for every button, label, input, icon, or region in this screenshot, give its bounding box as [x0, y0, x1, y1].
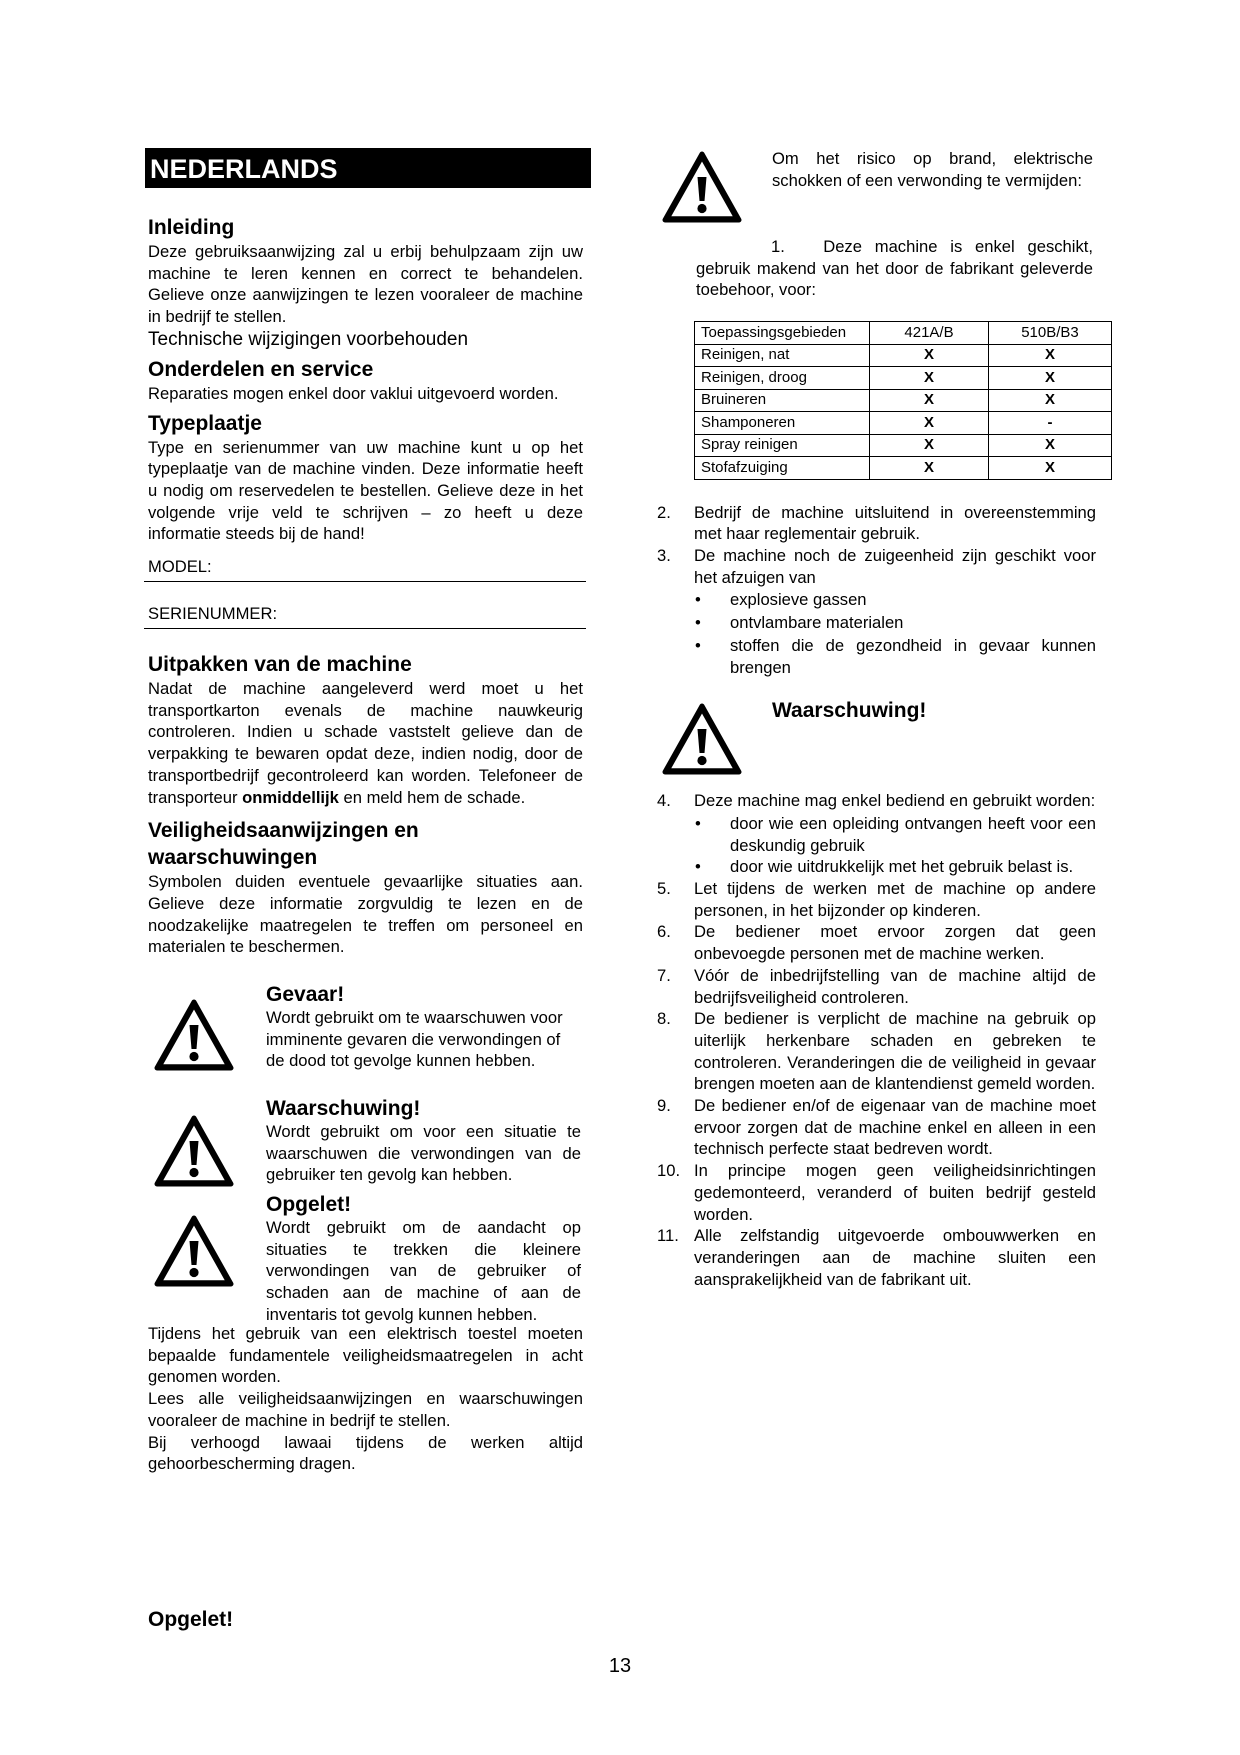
table-cell: -	[989, 412, 1112, 435]
serial-number-field	[144, 604, 586, 629]
electrical-text-3: Bij verhoogd lawaai tijdens de werken altijd gehoorbescherming dragen.	[148, 1432, 583, 1474]
table-row	[695, 434, 1112, 457]
table-cell: Bruineren	[695, 389, 870, 412]
language-banner: NEDERLANDS	[145, 148, 591, 188]
list-item: • stoffen die de gezondheid in gevaar kunnen brengen	[695, 635, 1096, 677]
symbol-danger	[144, 982, 586, 1096]
table-header-row	[695, 322, 1112, 345]
technical-changes-note: Technische wijzigingen voorbehouden	[148, 328, 469, 350]
applications-table	[694, 321, 1112, 480]
model-field	[144, 557, 586, 582]
caution-text: Wordt gebruikt om de aandacht op situaties te trekken die kleinere verwondingen van de gebruiker of schaden aan de machine of aan de inventaris tot gevolg kunnen hebben.	[266, 1218, 581, 1324]
warning-triangle-icon	[662, 702, 742, 776]
warning-title: Waarschuwing!	[266, 1097, 421, 1121]
electrical-text-1: Tijdens het gebruik van een elektrisch toestel moeten bepaalde fundamentele veiligheidsmaatregelen in acht genomen worden.	[148, 1324, 583, 1387]
table-cell: X	[870, 367, 989, 390]
symbol-caution	[144, 1192, 586, 1327]
warning-block	[652, 690, 1096, 790]
item-9: 9. De bediener en/of de eigenaar van de machine moet ervoor zorgen dat de machine enkel en alleen in een technisch perfecte staat bedreven wordt.	[657, 1096, 1096, 1159]
right-column	[652, 148, 1096, 1290]
table-cell: X	[870, 344, 989, 367]
item-7: 7. Vóór de inbedrijfstelling van de machine altijd de bedrijfsveiligheid controleren.	[657, 965, 1096, 1007]
model-label: MODEL:	[148, 557, 212, 577]
table-cell: X	[989, 434, 1112, 457]
item-10: 10. In principe mogen geen veiligheidsinrichtingen gedemonteerd, veranderd of buiten bedrijf gesteld worden.	[657, 1161, 1096, 1224]
inleiding-text: Deze gebruiksaanwijzing zal u erbij behulpzaam zijn uw machine te leren kennen en correct te behandelen. Gelieve onze aanwijzingen te lezen vooraleer de machine in bedrijf te stellen.	[148, 242, 583, 327]
table-cell: X	[989, 344, 1112, 367]
table-cell: Spray reinigen	[695, 434, 870, 457]
table-row	[695, 389, 1112, 412]
table-row	[695, 412, 1112, 435]
table-cell: X	[989, 367, 1112, 390]
table-header: Toepassingsgebieden	[695, 322, 870, 345]
danger-title: Gevaar!	[266, 983, 345, 1007]
table-cell: Stofafzuiging	[695, 457, 870, 480]
table-cell: X	[870, 389, 989, 412]
caution-title: Opgelet!	[266, 1193, 352, 1217]
item-6: 6. De bediener moet ervoor zorgen dat geen onbevoegde personen met de machine werken.	[657, 922, 1096, 964]
warning-triangle-icon	[154, 998, 234, 1072]
item-3: 3. De machine noch de zuigeenheid zijn geschikt voor het afzuigen van	[657, 546, 1096, 587]
table-cell: Reinigen, nat	[695, 344, 870, 367]
section-title-inleiding: Inleiding	[148, 216, 235, 239]
table-row	[695, 344, 1112, 367]
list-item: • door wie een opleiding ontvangen heeft voor een deskundig gebruik	[695, 813, 1096, 855]
intro-warning-block	[652, 148, 1096, 222]
item-5: 5. Let tijdens de werken met de machine op andere personen, in het bijzonder op kinderen.	[657, 879, 1096, 920]
table-row	[695, 457, 1112, 480]
item-2: 2. Bedrijf de machine uitsluitend in overeenstemming met haar reglementair gebruik.	[657, 502, 1096, 544]
warning-heading: Waarschuwing!	[772, 699, 927, 723]
table-header: 421A/B	[870, 322, 989, 345]
list-item: • ontvlambare materialen	[695, 613, 904, 633]
section-title-veiligheid: Veiligheidsaanwijzingen en waarschuwingen	[148, 819, 419, 870]
warning-triangle-icon	[662, 150, 742, 224]
warning-text: Wordt gebruikt om voor een situatie te waarschuwen die verwondingen van de gebruiker ten gevolg kan hebben.	[266, 1122, 581, 1185]
item-1: 1. Deze machine is enkel geschikt, gebruik makend van het door de fabrikant geleverde toebehoor, voor:	[696, 237, 1093, 300]
list-item: • door wie uitdrukkelijk met het gebruik belast is.	[695, 857, 1074, 877]
table-cell: Reinigen, droog	[695, 367, 870, 390]
list-item: • explosieve gassen	[695, 590, 867, 610]
emphasis-immediately: onmiddellijk	[242, 787, 339, 807]
table-row	[695, 367, 1112, 390]
table-cell: X	[870, 412, 989, 435]
veiligheid-text: Symbolen duiden eventuele gevaarlijke situaties aan. Gelieve deze informatie zorgvuldig te lezen en de noodzakelijke maatregelen te treffen om personeel en materialen te beschermen.	[148, 872, 583, 957]
serial-number-label: SERIENUMMER:	[148, 604, 278, 624]
left-column	[144, 148, 586, 1631]
item-8: 8. De bediener is verplicht de machine na gebruik op uiterlijk herkenbare schaden en gebreken te controleren. Veranderingen die de veiligheid in gevaar brengen moeten aan de klantendienst gemeld worden.	[657, 1009, 1096, 1094]
uitpakken-text: Nadat de machine aangeleverd werd moet u het transportkarton evenals de machine nauwkeurig controleren. Indien u schade vaststelt gelieve dan de verpakking te bewaren opdat deze, indien nodig, door de transportbedrijf gecontroleerd kan worden. Telefoneer de transporteur onmiddellijk en meld hem de schade.	[148, 679, 583, 807]
table-cell: X	[989, 457, 1112, 480]
bottom-caution-title: Opgelet!	[148, 1608, 234, 1631]
warning-triangle-icon	[154, 1214, 234, 1288]
section-title-onderdelen: Onderdelen en service	[148, 357, 374, 381]
typeplaatje-text: Type en serienummer van uw machine kunt u op het typeplaatje van de machine vinden. Deze informatie heeft u nodig om reservedelen te bestellen. Gelieve deze in het volgende vrije veld te schrijven – zo heeft u deze informatie steeds bij de hand!	[148, 437, 583, 544]
danger-text: Wordt gebruikt om te waarschuwen voor imminente gevaren die verwondingen of de dood tot gevolge kunnen hebben.	[266, 1008, 563, 1071]
section-title-uitpakken: Uitpakken van de machine	[148, 653, 412, 677]
table-cell: X	[870, 457, 989, 480]
symbol-warning	[144, 1096, 586, 1192]
item-4: 4. Deze machine mag enkel bediend en gebruikt worden:	[657, 791, 1096, 811]
table-header: 510B/B3	[989, 322, 1112, 345]
warning-triangle-icon	[154, 1114, 234, 1188]
table-cell: Shamponeren	[695, 412, 870, 435]
intro-warning-text: Om het risico op brand, elektrische schokken of een verwonding te vermijden:	[772, 149, 1093, 190]
page-number: 13	[608, 1655, 632, 1677]
table-cell: X	[870, 434, 989, 457]
table-cell: X	[989, 389, 1112, 412]
onderdelen-text: Reparaties mogen enkel door vaklui uitgevoerd worden.	[148, 383, 559, 403]
item-11: 11. Alle zelfstandig uitgevoerde ombouwwerken en veranderingen aan de machine sluiten een aansprakelijkheid van de fabrikant uit.	[657, 1226, 1096, 1289]
section-title-typeplaatje: Typeplaatje	[148, 411, 262, 435]
electrical-text-2: Lees alle veiligheidsaanwijzingen en waarschuwingen vooraleer de machine in bedrijf te stellen.	[148, 1389, 583, 1430]
